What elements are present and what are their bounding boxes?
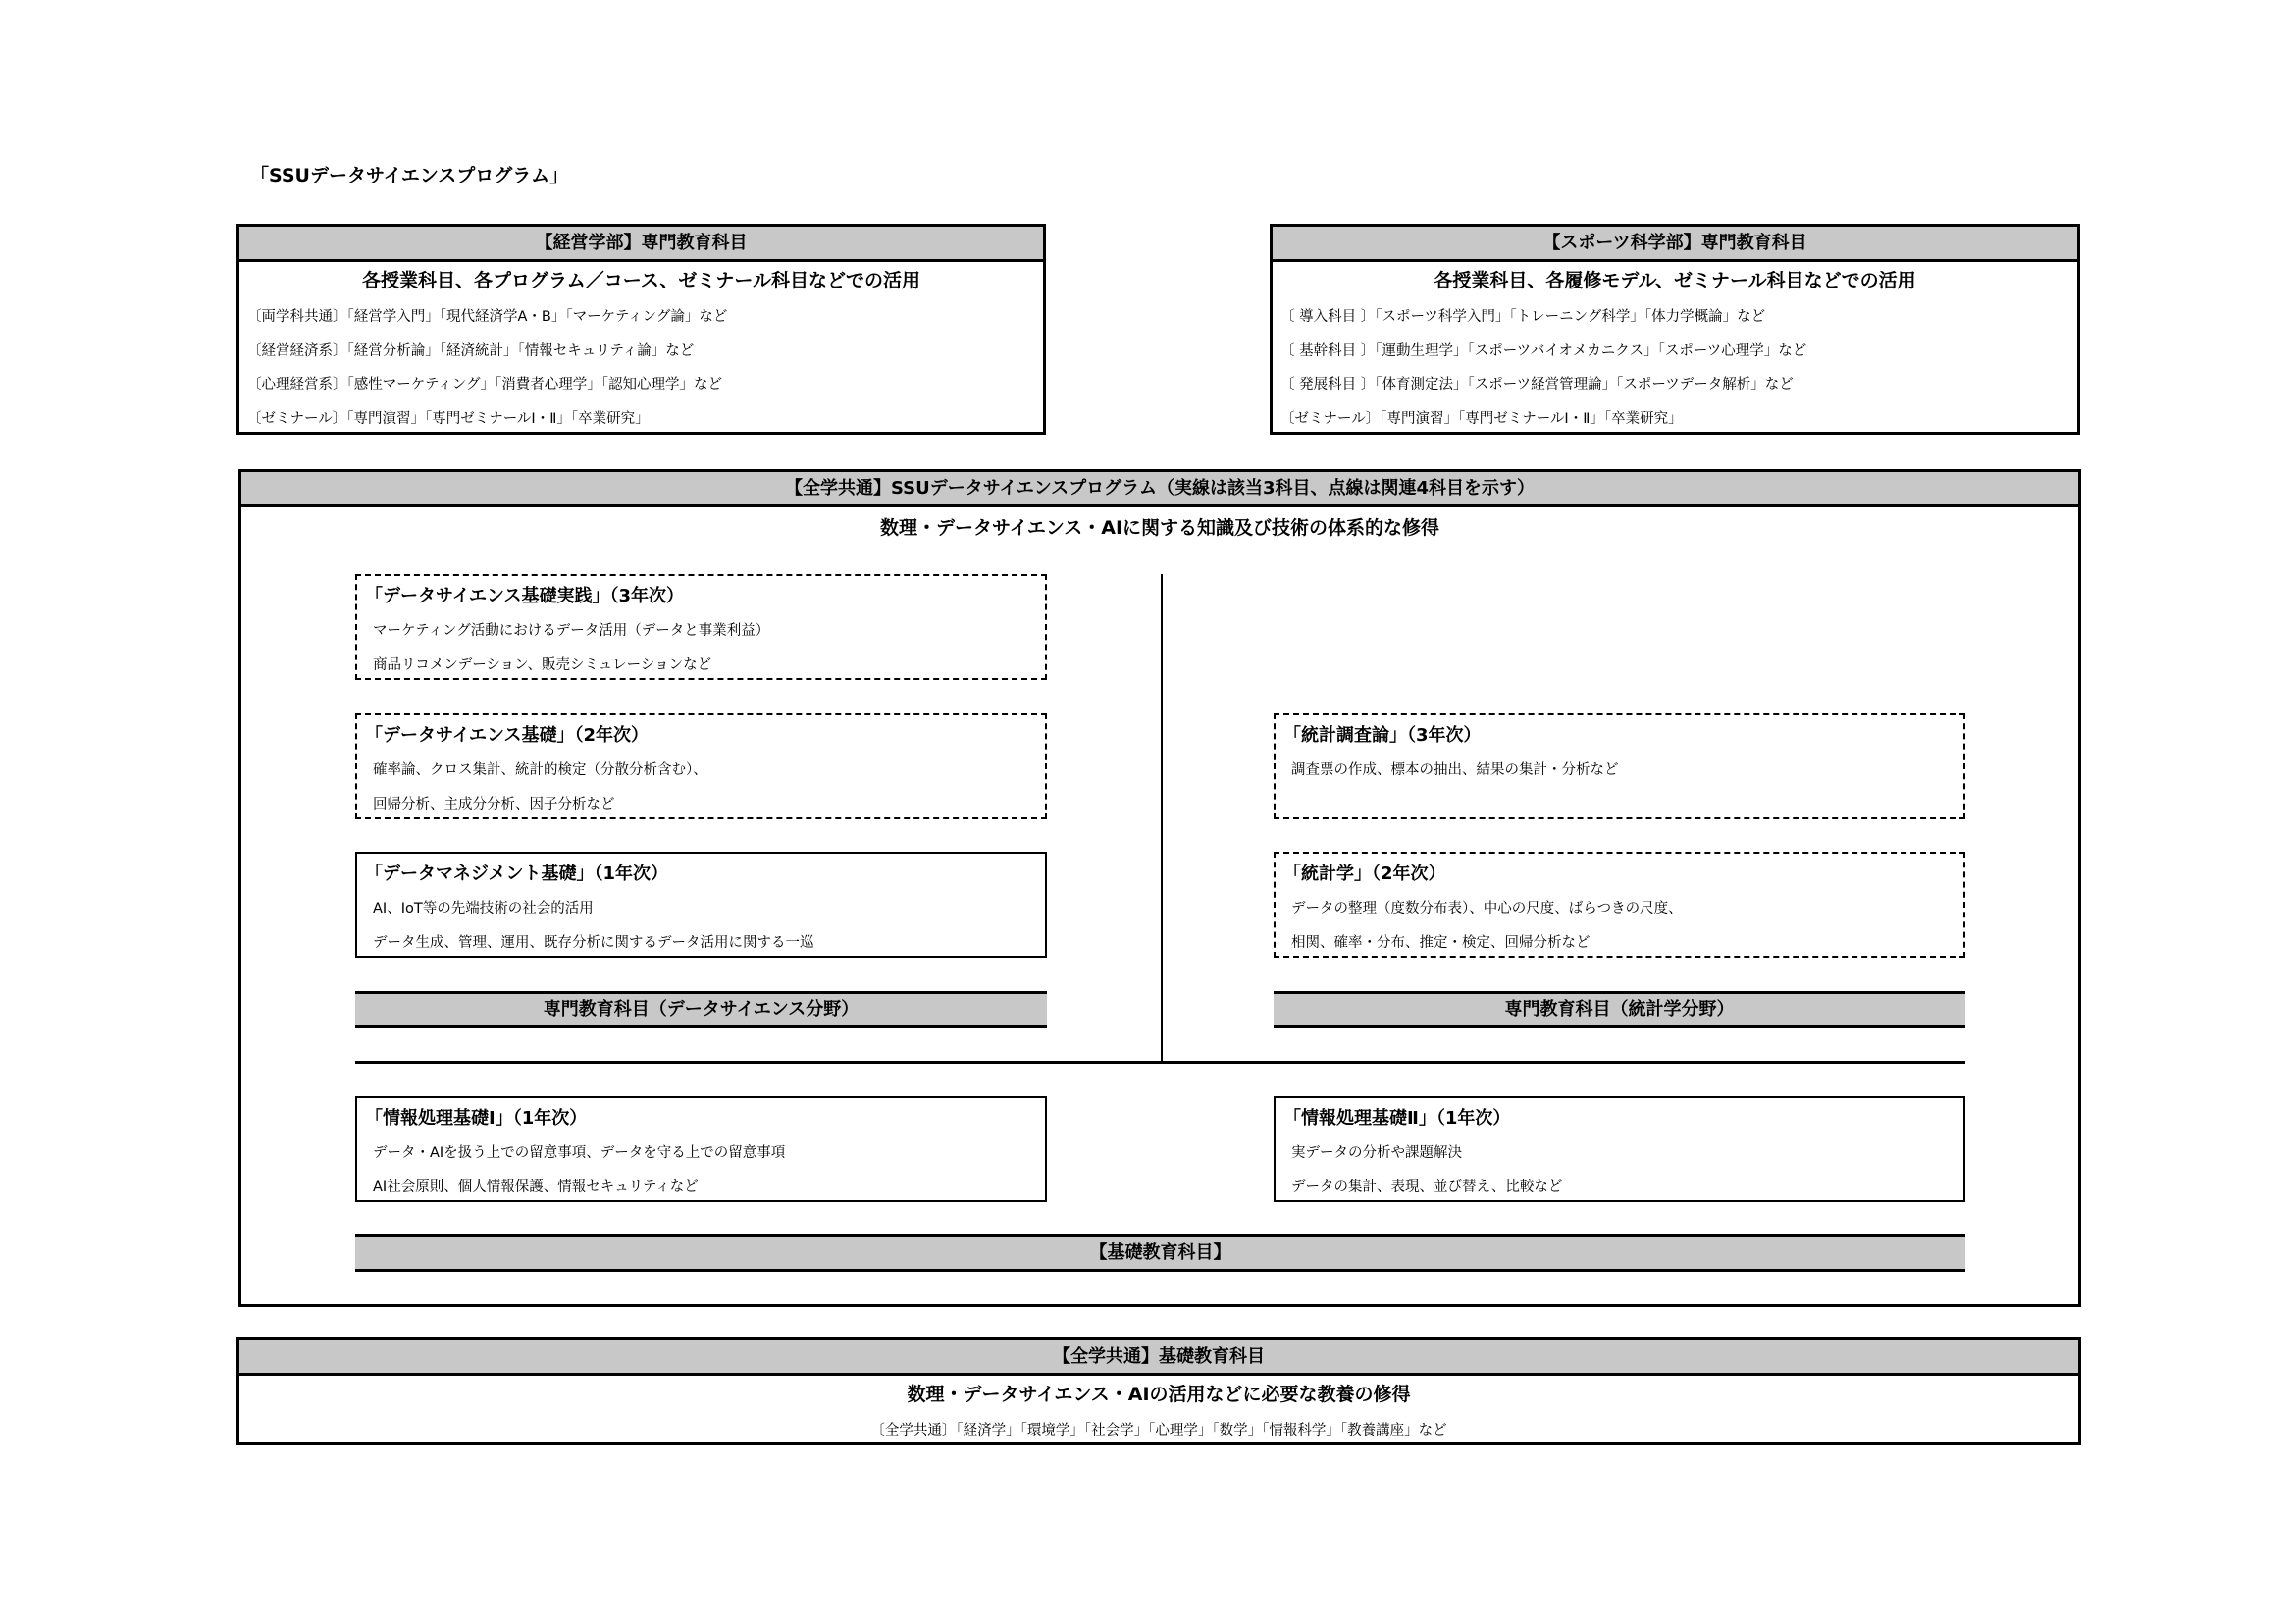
page-title: 「SSUデータサイエンスプログラム」 [250, 165, 569, 186]
course-statistics-line: データの整理（度数分布表）、中心の尺度、ばらつきの尺度、 [1291, 901, 1683, 917]
course-info2-title: 「情報処理基礎Ⅱ」（1年次） [1283, 1108, 1511, 1128]
course-survey-title: 「統計調査論」（3年次） [1283, 725, 1482, 746]
course-dm-basic-line: AI、IoT等の先端技術の社会的活用 [373, 901, 594, 917]
business-faculty-header: 【経営学部】専門教育科目 [239, 227, 1043, 262]
general-education-subtitle: 数理・データサイエンス・AIの活用などに必要な教養の修得 [907, 1384, 1411, 1405]
course-info1 [355, 1096, 1047, 1202]
bar-statistics-field: 専門教育科目（統計学分野） [1274, 991, 1965, 1028]
course-statistics-title: 「統計学」（2年次） [1283, 864, 1446, 884]
course-statistics [1274, 852, 1965, 958]
business-line-seminar: 〔ゼミナール〕「専門演習」「専門ゼミナールⅠ・Ⅱ」「卒業研究」 [247, 411, 650, 427]
bar-data-science-field: 専門教育科目（データサイエンス分野） [355, 991, 1047, 1028]
sports-line-intro: 〔 導入科目 〕「スポーツ科学入門」「トレーニング科学」「体力学概論」など [1280, 309, 1766, 325]
general-education-header: 【全学共通】基礎教育科目 [239, 1340, 2078, 1376]
course-survey [1274, 713, 1965, 819]
course-ds-basic-line: 確率論、クロス集計、統計的検定（分散分析含む）、 [373, 762, 707, 778]
sports-faculty-header: 【スポーツ科学部】専門教育科目 [1273, 227, 2077, 262]
vertical-divider [1161, 574, 1163, 1063]
business-faculty-subtitle: 各授業科目、各プログラム／コース、ゼミナール科目などでの活用 [361, 270, 921, 291]
course-dm-basic [355, 852, 1047, 958]
course-info2 [1274, 1096, 1965, 1202]
program-subtitle: 数理・データサイエンス・AIに関する知識及び技術の体系的な修得 [879, 517, 1440, 539]
program-header: 【全学共通】SSUデータサイエンスプログラム（実線は該当3科目、点線は関連4科目を示す） [241, 472, 2078, 507]
course-info1-line: AI社会原則、個人情報保護、情報セキュリティなど [373, 1179, 699, 1195]
course-ds-basic [355, 713, 1047, 819]
business-faculty-box [236, 224, 1046, 435]
course-info2-line: データの集計、表現、並び替え、比較など [1291, 1179, 1563, 1195]
sports-faculty-subtitle: 各授業科目、各履修モデル、ゼミナール科目などでの活用 [1434, 270, 1916, 291]
course-ds-practice-title: 「データサイエンス基礎実践」（3年次） [365, 586, 685, 606]
course-statistics-line: 相関、確率・分布、推定・検定、回帰分析など [1291, 935, 1591, 951]
sports-faculty-box [1270, 224, 2080, 435]
general-education-line: 〔全学共通〕「経済学」「環境学」「社会学」「心理学」「数学」「情報科学」「教養講座」など [870, 1423, 1447, 1439]
business-line-economics: 〔経営経済系〕「経営分析論」「経済統計」「情報セキュリティ論」など [247, 343, 695, 359]
course-ds-practice [355, 574, 1047, 680]
sports-line-advanced: 〔 発展科目 〕「体育測定法」「スポーツ経営管理論」「スポーツデータ解析」など [1280, 377, 1794, 393]
course-dm-basic-line: データ生成、管理、運用、既存分析に関するデータ活用に関する一巡 [373, 935, 814, 951]
business-line-psychology: 〔心理経営系〕「感性マーケティング」「消費者心理学」「認知心理学」など [247, 377, 723, 393]
course-info1-title: 「情報処理基礎Ⅰ」（1年次） [365, 1108, 588, 1128]
course-ds-basic-line: 回帰分析、主成分分析、因子分析など [373, 797, 615, 812]
sports-line-core: 〔 基幹科目 〕「運動生理学」「スポーツバイオメカニクス」「スポーツ心理学」など [1280, 343, 1807, 359]
course-ds-practice-line: マーケティング活動におけるデータ活用（データと事業利益） [373, 623, 770, 639]
sports-line-seminar: 〔ゼミナール〕「専門演習」「専門ゼミナールⅠ・Ⅱ」「卒業研究」 [1280, 411, 1683, 427]
course-survey-line: 調査票の作成、標本の抽出、結果の集計・分析など [1291, 762, 1619, 778]
course-info2-line: 実データの分析や課題解決 [1291, 1145, 1462, 1161]
course-ds-basic-title: 「データサイエンス基礎」（2年次） [365, 725, 650, 746]
course-ds-practice-line: 商品リコメンデーション、販売シミュレーションなど [373, 657, 712, 673]
general-education-box [236, 1337, 2081, 1445]
bar-basic-education: 【基礎教育科目】 [355, 1234, 1965, 1272]
course-info1-line: データ・AIを扱う上での留意事項、データを守る上での留意事項 [373, 1145, 786, 1161]
course-dm-basic-title: 「データマネジメント基礎」（1年次） [365, 864, 668, 884]
horizontal-divider [355, 1061, 1965, 1064]
business-line-common: 〔両学科共通〕「経営学入門」「現代経済学A・B」「マーケティング論」など [247, 309, 728, 325]
